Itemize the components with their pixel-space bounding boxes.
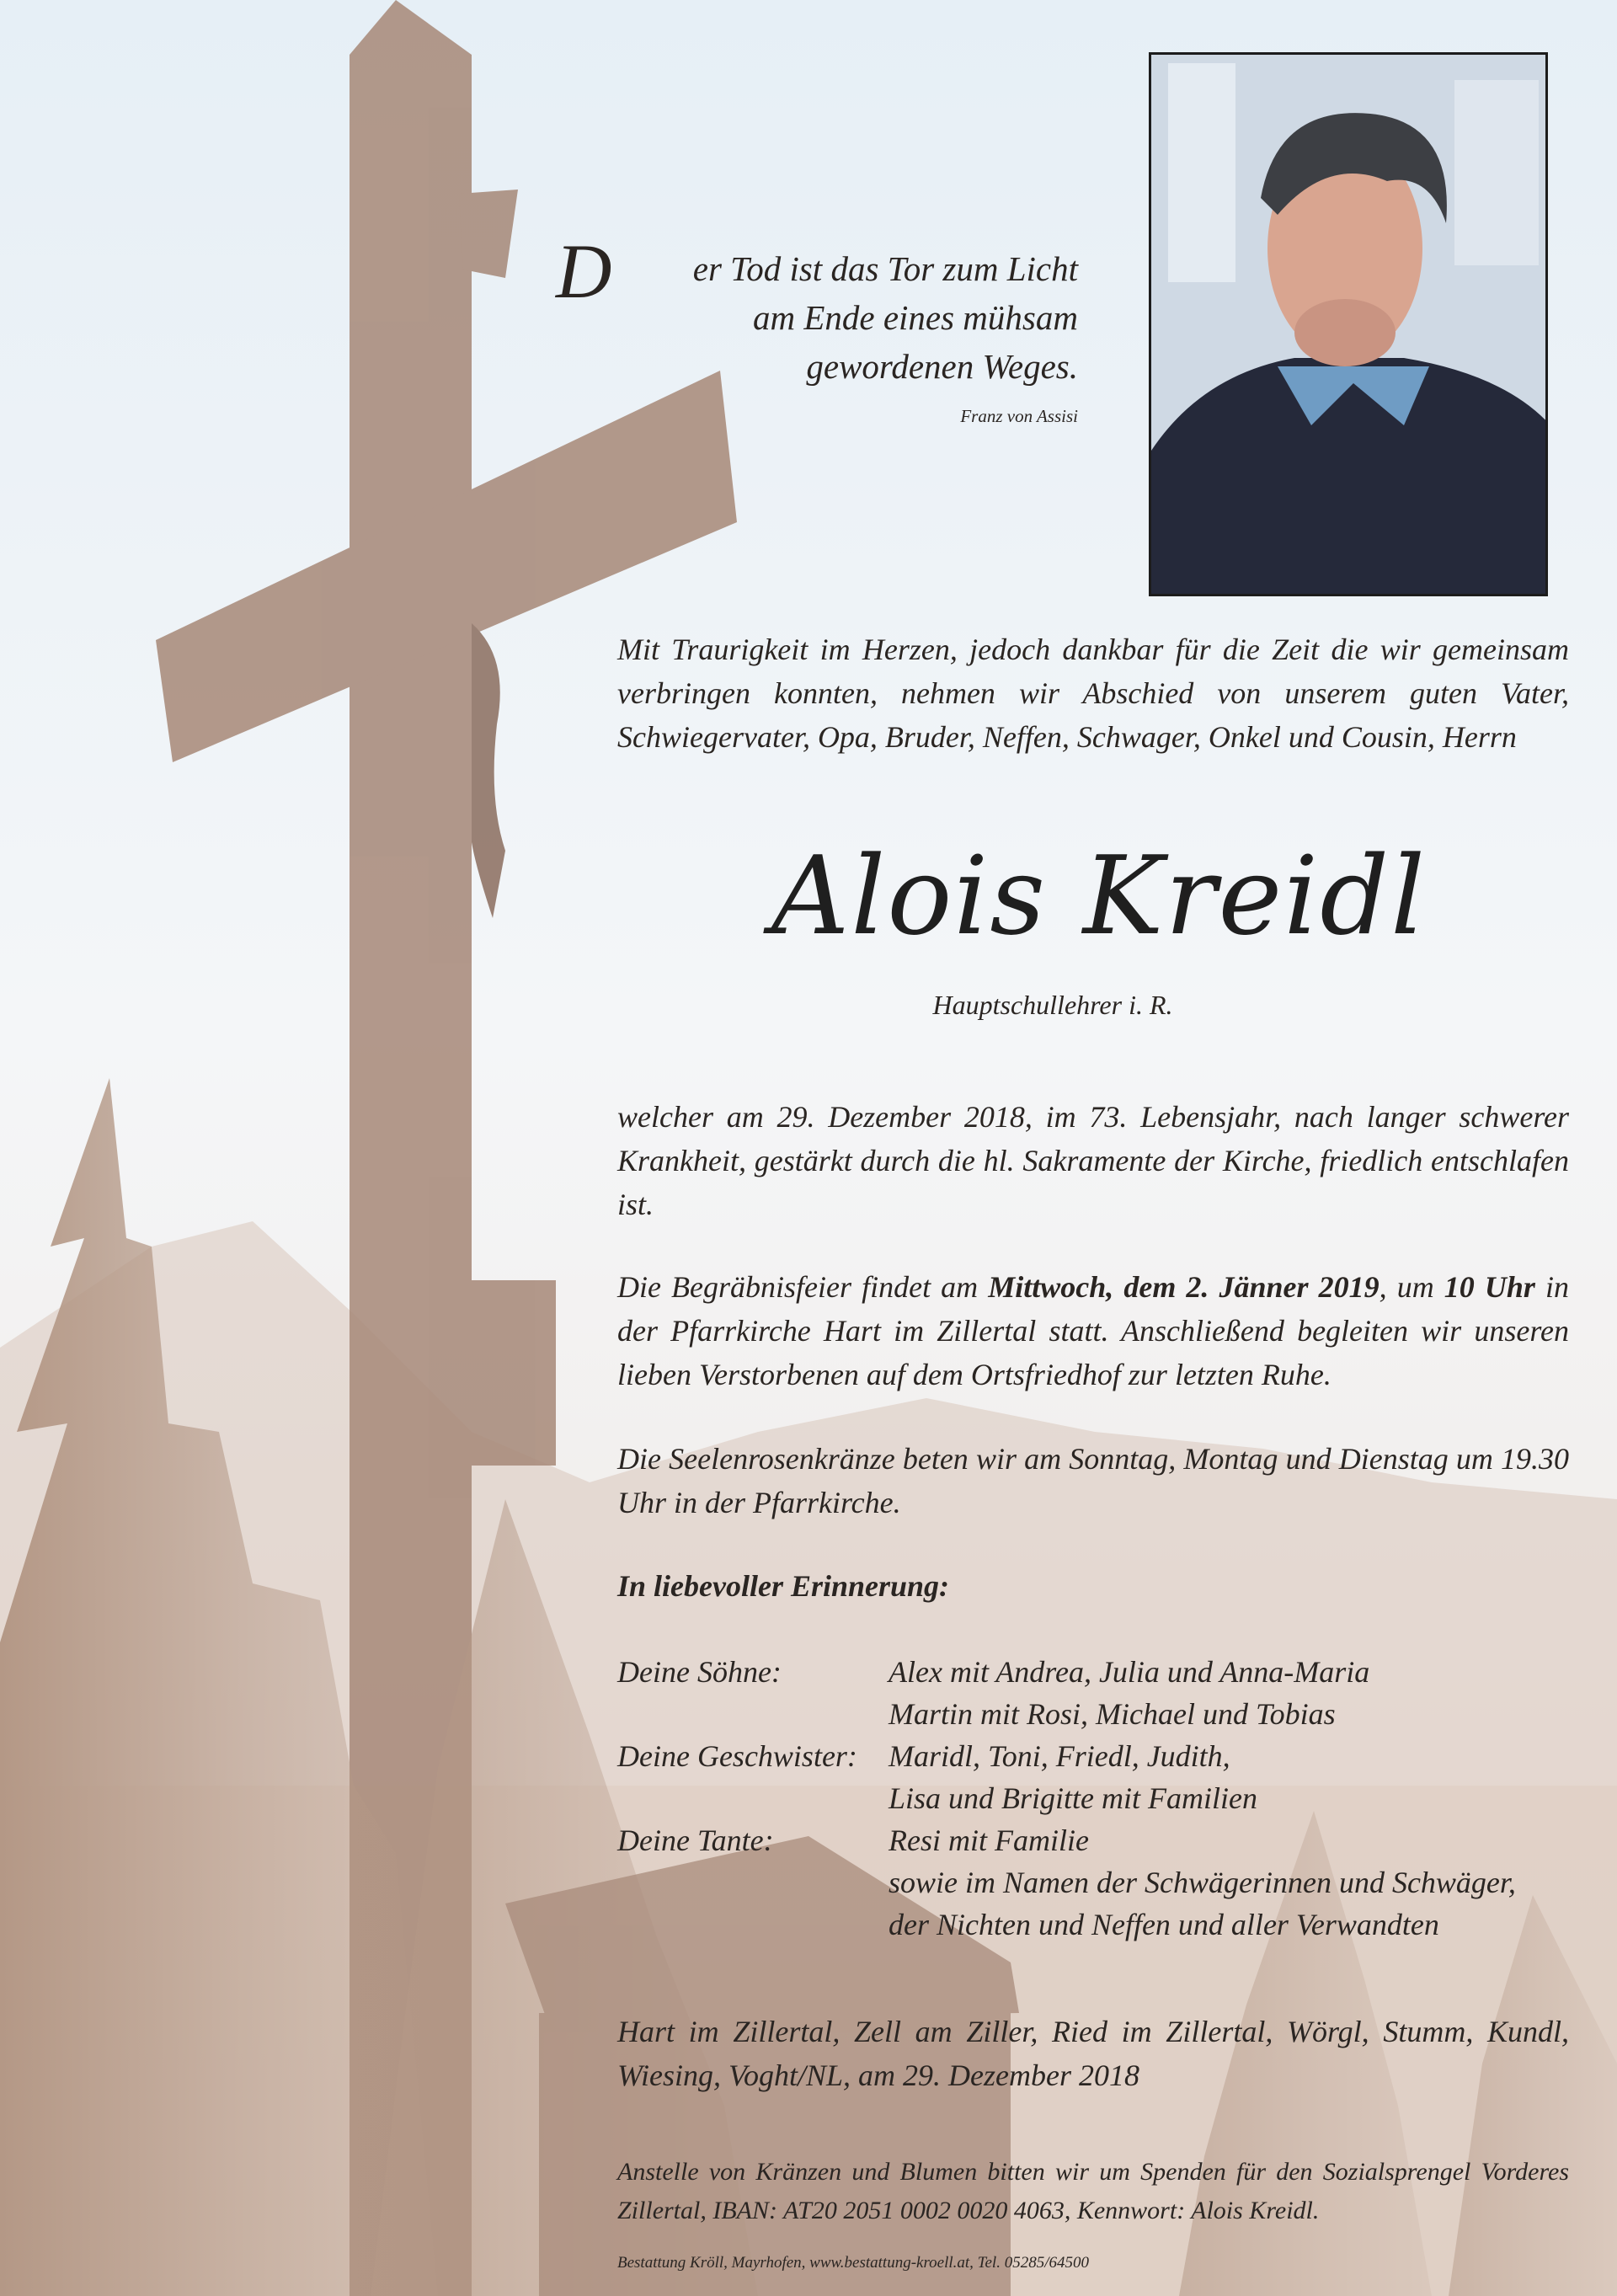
rosary-text: Die Seelenrosenkränze beten wir am Sonntag, Montag und Dienstag um 19.30 Uhr in der Pfarrkirche.	[617, 1442, 1569, 1519]
family-names: Lisa und Brigitte mit Familien	[889, 1781, 1257, 1815]
family-label: Deine Söhne:	[617, 1655, 782, 1689]
family-names: Martin mit Rosi, Michael und Tobias	[889, 1697, 1336, 1731]
portrait-icon	[1151, 55, 1548, 596]
family-names: sowie im Namen der Schwägerinnen und Schwäger,	[889, 1866, 1516, 1899]
quote-initial: D	[556, 228, 612, 314]
family-label	[617, 1904, 889, 1946]
donation-note: Anstelle von Kränzen und Blumen bitten wir um Spenden für den Sozialsprengel Vorderes Zillertal, IBAN: AT20 2051 0002 0020 4063, Kennwort: Alois Kreidl.	[617, 2158, 1569, 2224]
quote	[556, 228, 1078, 391]
family-row	[617, 1777, 1569, 1819]
funeral-mid: , um	[1379, 1270, 1444, 1304]
funeral-time: 10 Uhr	[1444, 1270, 1535, 1304]
family-row	[617, 1861, 1569, 1904]
family-names: der Nichten und Neffen und aller Verwandten	[889, 1908, 1439, 1941]
family-names: Maridl, Toni, Friedl, Judith,	[889, 1739, 1230, 1773]
family-label: Deine Tante:	[617, 1823, 774, 1857]
family-label	[617, 1861, 889, 1904]
family-row	[617, 1819, 1569, 1861]
footer-undertaker: Bestattung Kröll, Mayrhofen, www.bestattung-kroell.at, Tel. 05285/64500	[617, 2254, 1089, 2272]
family-row	[617, 1735, 1569, 1777]
quote-line: er Tod ist das Tor zum Licht	[692, 249, 1078, 288]
funeral-date: Mittwoch, dem 2. Jänner 2019	[988, 1270, 1380, 1304]
quote-author: Franz von Assisi	[960, 406, 1078, 426]
funeral-pre: Die Begräbnisfeier findet am	[617, 1270, 989, 1304]
family-names: Resi mit Familie	[889, 1823, 1089, 1857]
family-row	[617, 1693, 1569, 1735]
memory-heading: In liebevoller Erinnerung:	[617, 1569, 950, 1603]
family-names: Alex mit Andrea, Julia und Anna-Maria	[889, 1655, 1370, 1689]
family-list	[617, 1651, 1569, 1946]
death-notice: welcher am 29. Dezember 2018, im 73. Lebensjahr, nach langer schwerer Krankheit, gestärkt durch die hl. Sakramente der Kirche, friedlich entschlafen ist.	[617, 1100, 1569, 1221]
quote-line: am Ende eines mühsam	[752, 298, 1078, 337]
funeral-text	[617, 1265, 1569, 1396]
deceased-name: Alois Kreidl	[771, 834, 1428, 959]
places-date: Hart im Zillertal, Zell am Ziller, Ried im Zillertal, Wörgl, Stumm, Kundl, Wiesing, Voght/NL, am 29. Dezember 2018	[617, 2015, 1569, 2092]
family-row	[617, 1904, 1569, 1946]
portrait-photo	[1149, 52, 1548, 596]
intro-text: Mit Traurigkeit im Herzen, jedoch dankbar für die Zeit die wir gemeinsam verbringen konnten, nehmen wir Abschied von unserem guten Vater, Schwiegervater, Opa, Bruder, Neffen, Schwager, Onkel und Cousin, Herrn	[617, 633, 1569, 754]
family-label: Deine Geschwister:	[617, 1739, 857, 1773]
deceased-title: Hauptschullehrer i. R.	[932, 990, 1173, 1020]
family-row	[617, 1651, 1569, 1693]
funeral-post: in der Pfarrkirche Hart im Zillertal statt. Anschließend begleiten wir unseren lieben Verstorbenen auf dem Ortsfriedhof zur letzten Ruhe.	[617, 1270, 1570, 1391]
quote-line: gewordenen Weges.	[806, 347, 1078, 386]
family-label	[617, 1777, 889, 1819]
family-label	[617, 1693, 889, 1735]
